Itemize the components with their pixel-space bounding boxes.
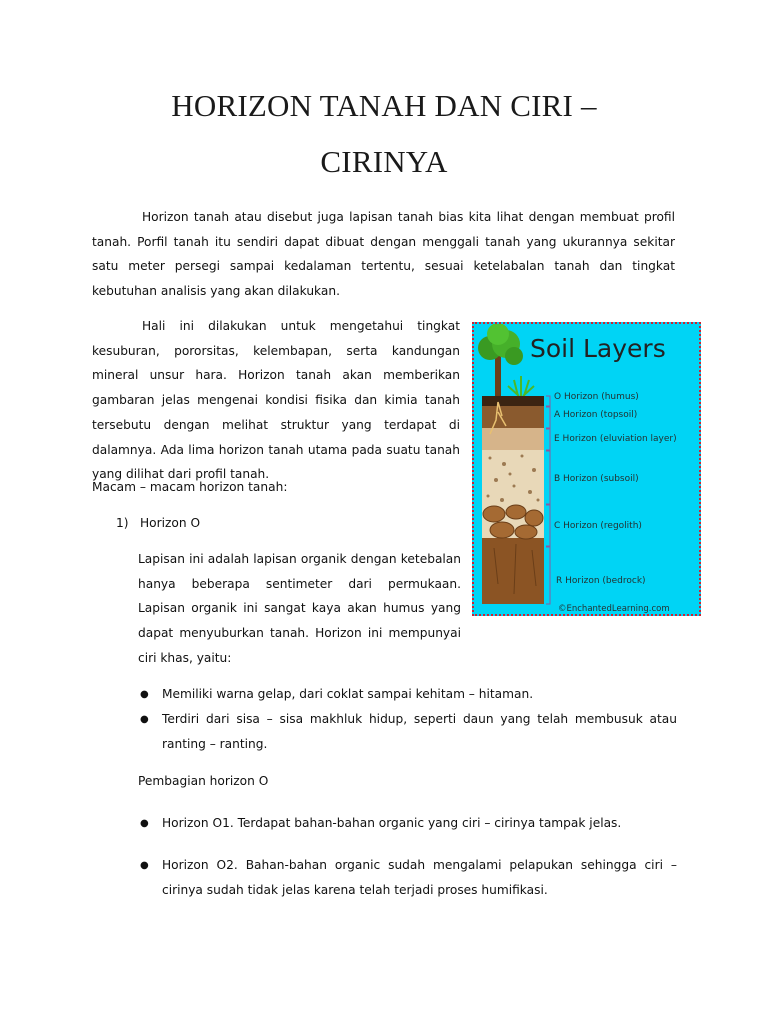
bullet-marker: ● [140, 714, 149, 725]
bullet-marker: ● [140, 860, 149, 871]
bullet-item: Horizon O1. Terdapat bahan-bahan organic yang ciri – cirinya tampak jelas. [162, 816, 622, 830]
label-o-horizon: O Horizon (humus) [554, 392, 639, 402]
bullet-marker: ● [140, 818, 149, 829]
pembagian-heading: Pembagian horizon O [138, 774, 269, 788]
soil-layers-figure [472, 322, 701, 616]
layer-humus [482, 396, 544, 406]
plant-icon [508, 376, 534, 396]
paragraph-horizon-o: Lapisan ini adalah lapisan organik dengan ketebalan hanya beberapa sentimeter dari permukaan. Lapisan organik ini sangat kaya akan humus yang dapat menyuburkan tanah. Horizon ini mempunyai ciri khas, yaitu: [138, 552, 461, 665]
label-e-horizon: E Horizon (eluviation layer) [554, 434, 677, 444]
figure-title: Soil Layers [530, 334, 666, 363]
label-c-horizon: C Horizon (regolith) [554, 521, 642, 531]
label-b-horizon: B Horizon (subsoil) [554, 474, 639, 484]
list-item-title: Horizon O [140, 516, 201, 530]
macam-heading: Macam – macam horizon tanah: [92, 480, 288, 494]
label-r-horizon: R Horizon (bedrock) [556, 576, 646, 586]
label-a-horizon: A Horizon (topsoil) [554, 410, 638, 420]
bullet-item: Horizon O2. Bahan-bahan organic sudah mengalami pelapukan sehingga ciri – cirinya sudah tidak jelas karena telah terjadi proses humifikasi. [162, 858, 677, 897]
tree-trunk [495, 354, 501, 402]
paragraph-purpose: Hali ini dilakukan untuk mengetahui tingkat kesuburan, pororsitas, kelembapan, serta kandungan mineral unsur hara. Horizon tanah akan memberikan gambaran jelas mengenai kondisi fisika dan kimia tanah tersebutu dengan melihat struktur yang terdapat di dalamnya. Ada lima horizon tanah utama pada suatu tanah yang dilihat dari profil tanah. [92, 319, 460, 482]
document-title-line-1: HORIZON TANAH DAN CIRI – [171, 88, 597, 123]
layer-brackets [546, 396, 550, 604]
bullet-item: Memiliki warna gelap, dari coklat sampai kehitam – hitaman. [162, 687, 534, 701]
bullet-item: Terdiri dari sisa – sisa makhluk hidup, seperti daun yang telah membusuk atau ranting – ranting. [162, 712, 677, 751]
bullet-marker: ● [140, 689, 149, 700]
list-number: 1) [116, 516, 129, 530]
soil-profile-illustration [474, 324, 699, 614]
figure-credit: ©EnchantedLearning.com [558, 604, 670, 614]
paragraph-intro: Horizon tanah atau disebut juga lapisan tanah bias kita lihat dengan membuat profil tanah. Porfil tanah itu sendiri dapat dibuat dengan menggali tanah yang ukurannya sekitar satu meter persegi sampai kedalaman tertentu, sesuai ketelabalan tanah dan tingkat kebutuhan analisis yang akan dilakukan. [92, 210, 675, 299]
document-title-line-2: CIRINYA [320, 144, 448, 179]
layer-topsoil [482, 406, 544, 428]
